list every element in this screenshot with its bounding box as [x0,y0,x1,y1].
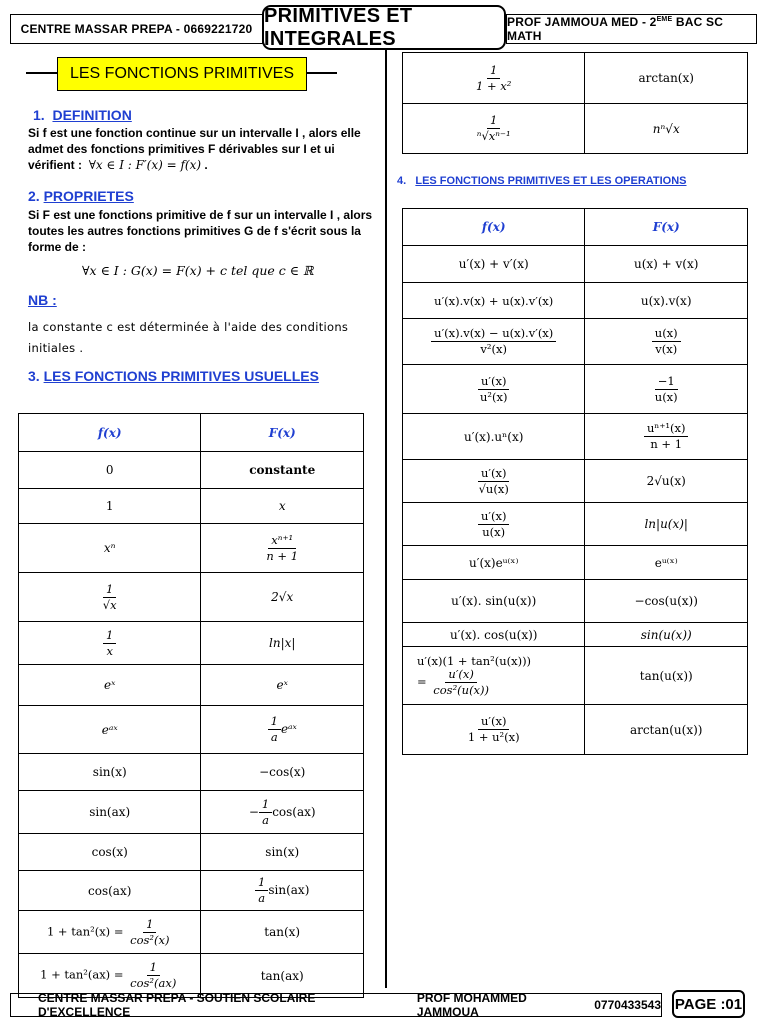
cell-F [201,871,364,911]
fraction [127,961,179,990]
cell-F [585,414,748,460]
table-row [403,104,748,154]
fraction-num: u′(x) [478,715,509,730]
table-primitives-operations [402,208,748,755]
cell-F: ln|u(x)| [585,503,748,546]
cell-F: 2√u(x) [585,460,748,503]
proprietes-line-3: forme de : [28,240,87,254]
heading-proprietes [28,188,134,204]
cell-f [403,365,585,414]
fraction [474,114,514,143]
fraction [103,629,116,658]
fraction [652,327,681,356]
table1-head-f: f(x) [19,414,201,452]
fraction-num: u(x) [652,327,681,342]
fraction-num: 1 [259,798,272,813]
fraction-den: cos²(ax) [130,976,177,990]
fraction-num: u′(x) [478,375,509,390]
fraction-den: cos²(x) [130,932,170,947]
definition-line-3-end: . [204,158,208,172]
heading-operations-num: 4. [397,175,407,187]
footer-box [10,993,662,1017]
header-left-text: CENTRE MASSAR PREPA - 0669221720 [20,22,253,36]
table1-head-F: F(x) [201,414,364,452]
cell-f-top: u′(x)(1 + tan²(u(x))) [417,654,532,668]
footer-left: CENTRE MASSAR PREPA - SOUTIEN SCOLAIRE D'EXCELLENCE [38,991,316,1019]
table-row [403,319,748,365]
cell-f: u′(x)eᵘ⁽ˣ⁾ [403,546,585,580]
cell-f: u′(x). sin(u(x)) [403,580,585,623]
fraction [473,64,514,93]
proprietes-formula: ∀x ∈ I : G(x) = F(x) + c tel que c ∈ ℝ [82,263,314,278]
heading-proprietes-num: 2. [28,188,40,204]
table-row [19,573,364,622]
definition-line-2: admet des fonctions primitives F dérivables sur I et ui [28,142,335,156]
cell-f: sin(x) [19,754,201,791]
section-title: LES FONCTIONS PRIMITIVES [69,65,295,82]
cell-F [201,524,364,573]
cell-f [19,573,201,622]
fraction [477,375,510,404]
cell-F: x [201,489,364,524]
fraction-den: n + 1 [266,548,299,563]
heading-definition-num: 1. [33,107,45,123]
table-row [403,246,748,283]
fraction [478,510,509,539]
cell-f: sin(ax) [19,791,201,834]
table-row [19,754,364,791]
cell-f [403,53,585,104]
cell-F: u(x).v(x) [585,283,748,319]
definition-line-3-text: vérifient : [28,158,83,172]
table-row [19,871,364,911]
footer-teacher: PROF MOHAMMED JAMMOUA [416,991,527,1019]
fraction-den: 1 + x² [476,78,512,93]
table-row [403,623,748,647]
cell-F: eˣ [201,665,364,706]
heading-usuelles [28,368,319,384]
fraction-den: a [270,730,278,744]
table-row [403,546,748,580]
cell-f-before: = [417,674,427,689]
fraction [255,876,268,905]
section-title-rule-left [26,72,57,74]
footer-phone: 0770433543 [594,998,661,1012]
header-right-box [506,14,757,44]
cell-f: cos(x) [19,834,201,871]
fraction-num: 1 [487,114,500,129]
definition-line-1: Si f est une fonction continue sur un intervalle I , alors elle [28,126,361,140]
table-row [19,452,364,489]
fraction-den: 1 + u²(x) [467,730,520,744]
cell-f-before: 1 + tan²(x) = [46,924,124,938]
cell-F: sin(x) [201,834,364,871]
cell-f [403,705,585,755]
fraction [644,422,689,451]
nb-line-2: initiales . [28,341,84,355]
table-primitives-usuelles-cont [402,52,748,154]
fraction [476,467,512,496]
fraction-den: u(x) [482,524,506,539]
heading-definition [33,107,132,123]
fraction-den: v(x) [655,342,678,356]
fraction-den: v²(x) [480,342,507,356]
table-row [403,209,748,246]
fraction [465,715,523,744]
table-row [403,503,748,546]
fraction [652,375,681,404]
table-row [19,414,364,452]
nb-heading [28,292,57,308]
table-row [403,705,748,755]
table-row [19,834,364,871]
fraction-num: uⁿ⁺¹(x) [644,422,689,437]
table-row [403,647,748,705]
heading-usuelles-title: LES FONCTIONS PRIMITIVES USUELLES [43,368,319,384]
cell-f: cos(ax) [19,871,201,911]
heading-operations-title: LES FONCTIONS PRIMITIVES ET LES OPERATIONS [415,175,687,187]
fraction-den: x [106,643,113,658]
cell-f: eˣ [19,665,201,706]
fraction [431,327,556,356]
fraction-den: √u(x) [478,481,509,496]
definition-line-3 [28,157,208,173]
cell-F: 2√x [201,573,364,622]
fraction-num: u′(x) [445,668,476,683]
fraction [263,534,301,563]
table-row [19,622,364,665]
header-right-sup: EME [656,16,673,23]
header-right-suffix: BAC SC MATH [507,15,724,43]
table2-head-F: F(x) [585,209,748,246]
page-number-box [672,990,745,1018]
header-left-box [10,14,263,44]
cell-f [403,647,585,705]
cell-F: nⁿ√x [585,104,748,154]
cell-F: tan(u(x)) [585,647,748,705]
cell-f: u′(x).v(x) + u(x).v′(x) [403,283,585,319]
fraction-num: 1 [487,64,500,79]
fraction-num: 1 [255,876,268,891]
cell-F [201,791,364,834]
section-title-rule-right [307,72,337,74]
cell-F: −cos(x) [201,754,364,791]
fraction-den: n + 1 [650,437,683,451]
cell-f [403,503,585,546]
fraction [100,583,120,612]
fraction-den: u(x) [654,389,678,404]
table-row [19,665,364,706]
page-title: PRIMITIVES ET INTEGRALES [264,4,413,50]
proprietes-line-2: toutes les autres fonctions primitives G de f s'écrit sous la [28,224,361,238]
cell-f: u′(x) + v′(x) [403,246,585,283]
proprietes-line-1: Si F est une fonctions primitive de f sur un intervalle I , alors [28,208,373,222]
cell-F-before: − [248,804,259,819]
header-right-text [507,15,756,43]
fraction-den: cos²(u(x)) [433,683,490,697]
cell-F: tan(x) [201,911,364,954]
cell-F: eᵘ⁽ˣ⁾ [585,546,748,580]
cell-F: u(x) + v(x) [585,246,748,283]
fraction [127,918,172,947]
table-row [403,460,748,503]
header-right-prefix: PROF JAMMOUA MED - 2 [507,15,657,29]
fraction-num: xⁿ⁺¹ [268,534,296,549]
nb-line-1: la constante c est déterminée à l'aide des conditions [28,320,349,334]
cell-F: arctan(x) [585,53,748,104]
fraction [268,715,281,744]
table-row [403,580,748,623]
table-row [403,414,748,460]
table-row [19,911,364,954]
cell-F [585,365,748,414]
table-row [403,283,748,319]
cell-f: eᵃˣ [19,706,201,754]
cell-f-before: 1 + tan²(ax) = [40,967,124,982]
table-row [19,524,364,573]
fraction-den: a [258,891,266,905]
cell-F [585,319,748,365]
page-number: PAGE :01 [674,995,743,1013]
table-row [19,489,364,524]
fraction-num: 1 [268,715,281,730]
table-primitives-usuelles [18,413,364,998]
table2-head-f: f(x) [403,209,585,246]
cell-F: constante [201,452,364,489]
cell-F: ln|x| [201,622,364,665]
cell-f [403,104,585,154]
cell-F: tan(ax) [201,954,364,998]
cell-F [201,706,364,754]
fraction-den: u²(x) [479,389,508,404]
fraction-num: 1 [143,918,156,933]
heading-operations [397,175,687,187]
cell-f: u′(x). cos(u(x)) [403,623,585,647]
fraction-num: 1 [103,629,116,644]
cell-f [19,622,201,665]
title-box [262,5,506,50]
definition-formula: ∀x ∈ I : F′(x) = f(x) [88,158,202,172]
fraction-den: a [262,812,269,827]
table-row [403,365,748,414]
cell-f [403,460,585,503]
table-row [19,706,364,754]
fraction [259,798,272,827]
fraction-den: ⁿ√xⁿ⁻¹ [476,129,511,143]
cell-f: xⁿ [19,524,201,573]
cell-f: 0 [19,452,201,489]
table-row [19,791,364,834]
fraction-num: 1 [147,961,160,976]
cell-f: u′(x).uⁿ(x) [403,414,585,460]
fraction-num: u′(x).v(x) − u(x).v′(x) [431,327,556,342]
cell-F: −cos(u(x)) [585,580,748,623]
section-title-box [57,57,307,91]
nb-title: NB : [28,292,57,308]
cell-f [403,319,585,365]
fraction [430,668,492,697]
fraction-den: √x [102,597,117,612]
cell-F-after: cos(ax) [272,804,316,819]
cell-f [19,911,201,954]
fraction-num: u′(x) [478,510,509,525]
column-divider [385,50,387,988]
cell-F-after: sin(ax) [268,883,310,897]
fraction-num: u′(x) [478,467,509,482]
table-row [403,53,748,104]
fraction-num: 1 [103,583,116,598]
heading-proprietes-title: PROPRIETES [43,188,134,204]
cell-F-after: eᵃˣ [280,722,297,736]
cell-F: arctan(u(x)) [585,705,748,755]
cell-F: sin(u(x)) [585,623,748,647]
cell-f: 1 [19,489,201,524]
heading-definition-title: DEFINITION [52,107,132,123]
fraction-num: −1 [655,375,678,390]
heading-usuelles-num: 3. [28,368,40,384]
